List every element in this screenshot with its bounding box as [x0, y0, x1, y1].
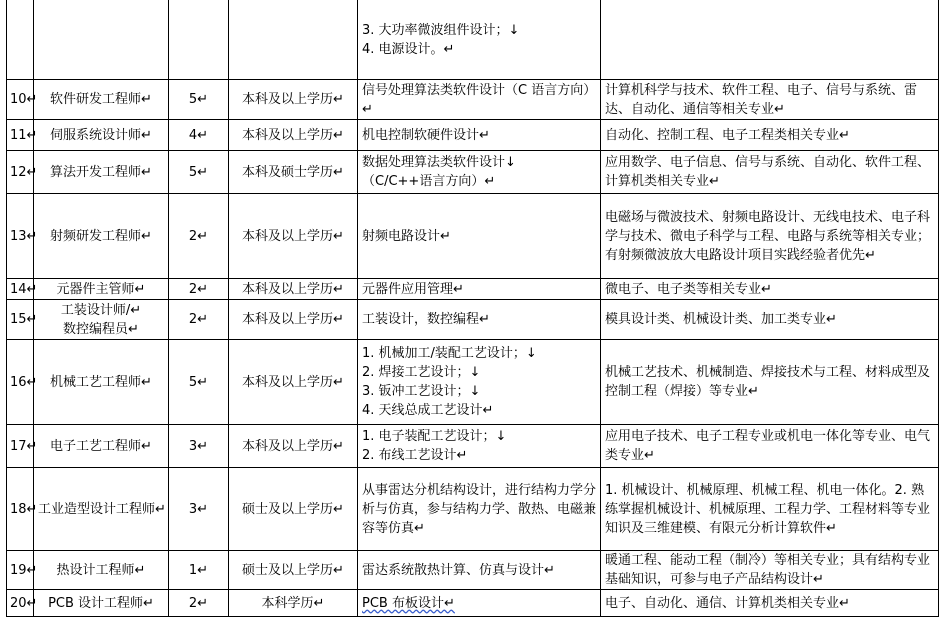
- headcount: 2↵: [169, 590, 229, 617]
- job-duties: [358, 194, 601, 279]
- table-row: [7, 279, 939, 300]
- major-requirement: 计算机科学与技术、软件工程、电子、信号与系统、雷达、自动化、通信等相关专业↵: [601, 80, 939, 120]
- major-requirement: 应用数学、电子信息、信号与系统、自动化、软件工程、计算机类相关专业↵: [601, 151, 939, 194]
- duty-line: 3. 钣冲工艺设计；↓: [362, 384, 481, 399]
- headcount: 2↵: [169, 279, 229, 300]
- row-number: 11↵: [7, 120, 34, 151]
- job-title-line: 工装设计师/↵: [60, 302, 142, 318]
- table-row: [7, 425, 939, 468]
- duty-line: PCB 布板设计↵: [362, 595, 455, 611]
- headcount: 3↵: [169, 425, 229, 468]
- job-title: [34, 590, 169, 617]
- row-number: 20↵: [7, 590, 34, 617]
- duty-line: 信号处理算法类软件设计（C 语言方向）↵: [362, 82, 590, 117]
- education-requirement: 硕士及以上学历↵: [229, 468, 358, 551]
- education-requirement: 本科及以上学历↵: [229, 425, 358, 468]
- job-title: [34, 468, 169, 551]
- job-duties: [358, 468, 601, 551]
- duty-line: （C/C++语言方向）↵: [362, 174, 496, 189]
- duty-line: 2. 布线工艺设计↵: [362, 448, 468, 463]
- job-title: [34, 425, 169, 468]
- job-title-line: 数控编程员↵: [63, 321, 139, 337]
- duty-line: 3. 大功率微波组件设计；↓: [362, 22, 520, 38]
- job-title-line: 射频研发工程师↵: [50, 228, 152, 244]
- table-row: [7, 80, 939, 120]
- table-row: [7, 468, 939, 551]
- table-row: [7, 590, 939, 617]
- duty-line: 从事雷达分机结构设计，进行结构力学分析与仿真，参与结构力学、散热、电磁兼容等仿真↵: [362, 482, 597, 536]
- major-requirement: 微电子、电子类等相关专业↵: [601, 279, 939, 300]
- education-requirement: 本科及以上学历↵: [229, 300, 358, 340]
- education-requirement: 本科及以上学历↵: [229, 80, 358, 120]
- table-row: [7, 194, 939, 279]
- headcount: 5↵: [169, 340, 229, 425]
- education-requirement: 本科学历↵: [229, 590, 358, 617]
- table-row: [7, 340, 939, 425]
- education-requirement: 本科及以上学历↵: [229, 340, 358, 425]
- job-title: [34, 279, 169, 300]
- job-duties: [358, 80, 601, 120]
- row-number: 16↵: [7, 340, 34, 425]
- duty-line: 1. 机械加工/装配工艺设计；↓: [362, 346, 537, 361]
- row-number: 13↵: [7, 194, 34, 279]
- major-requirement: 电子、自动化、通信、计算机类相关专业↵: [601, 590, 939, 617]
- major-requirement: [601, 0, 939, 80]
- major-requirement: 暖通工程、能动工程（制冷）等相关专业；具有结构专业基础知识，可参与电子产品结构设计↵: [601, 551, 939, 590]
- table-row: [7, 551, 939, 590]
- table-row: [7, 151, 939, 194]
- education-requirement: 本科及以上学历↵: [229, 194, 358, 279]
- job-title: [34, 80, 169, 120]
- major-requirement: 模具设计类、机械设计类、加工类专业↵: [601, 300, 939, 340]
- duty-line: 机电控制软硬件设计↵: [362, 127, 490, 143]
- job-duties: [358, 120, 601, 151]
- job-title-line: 伺服系统设计师↵: [50, 127, 152, 143]
- major-requirement: 机械工艺技术、机械制造、焊接技术与工程、材料成型及控制工程（焊接）等专业↵: [601, 340, 939, 425]
- row-number: 18↵: [7, 468, 34, 551]
- job-title-line: 算法开发工程师↵: [50, 164, 152, 180]
- education-requirement: 本科及以上学历↵: [229, 279, 358, 300]
- duty-line: 4. 电源设计。↵: [362, 41, 455, 57]
- headcount: 3↵: [169, 468, 229, 551]
- job-title-line: 软件研发工程师↵: [50, 92, 152, 107]
- duty-line: 2. 焊接工艺设计；↓: [362, 365, 481, 380]
- job-title-line: 热设计工程师↵: [56, 562, 146, 578]
- headcount: [169, 0, 229, 80]
- job-title-line: PCB 设计工程师↵: [48, 595, 154, 611]
- row-number: [7, 0, 34, 80]
- major-requirement: 应用电子技术、电子工程专业或机电一体化等专业、电气类专业↵: [601, 425, 939, 468]
- education-requirement: 本科及以上学历↵: [229, 120, 358, 151]
- row-number: 14↵: [7, 279, 34, 300]
- job-duties: [358, 279, 601, 300]
- headcount: 4↵: [169, 120, 229, 151]
- job-duties: [358, 551, 601, 590]
- duty-line: 数据处理算法类软件设计↓: [362, 155, 516, 170]
- job-title-line: 电子工艺工程师↵: [50, 438, 152, 454]
- job-duties: [358, 425, 601, 468]
- table-body: [7, 0, 939, 617]
- duty-line: 雷达系统散热计算、仿真与设计↵: [362, 562, 555, 578]
- major-requirement: 电磁场与微波技术、射频电路设计、无线电技术、电子科学与技术、微电子科学与工程、电路与系统等相关专业；有射频微波放大电路设计项目实践经验者优先↵: [601, 194, 939, 279]
- job-title: [34, 151, 169, 194]
- job-duties: [358, 0, 601, 80]
- job-title: [34, 0, 169, 80]
- job-title: [34, 120, 169, 151]
- headcount: 5↵: [169, 151, 229, 194]
- job-duties: [358, 151, 601, 194]
- headcount: 5↵: [169, 80, 229, 120]
- job-duties: [358, 590, 601, 617]
- headcount: 2↵: [169, 300, 229, 340]
- education-requirement: [229, 0, 358, 80]
- table-row: [7, 300, 939, 340]
- job-title-line: 工业造型设计工程师↵: [38, 501, 166, 517]
- row-number: 10↵: [7, 80, 34, 120]
- job-duties: [358, 300, 601, 340]
- duty-line: 射频电路设计↵: [362, 228, 451, 244]
- duty-line: 1. 电子装配工艺设计；↓: [362, 429, 507, 444]
- table-row: [7, 0, 939, 80]
- row-number: 19↵: [7, 551, 34, 590]
- job-duties: [358, 340, 601, 425]
- job-title: [34, 340, 169, 425]
- major-requirement: 1. 机械设计、机械原理、机械工程、机电一体化。2. 熟练掌握机械设计、机械原理、工程力学、工程材料等专业知识及三维建模、有限元分析计算软件↵: [601, 468, 939, 551]
- row-number: 17↵: [7, 425, 34, 468]
- major-requirement: 自动化、控制工程、电子工程类相关专业↵: [601, 120, 939, 151]
- duty-line: 元器件应用管理↵: [362, 281, 464, 297]
- education-requirement: 硕士及以上学历↵: [229, 551, 358, 590]
- job-title-line: 机械工艺工程师↵: [50, 374, 152, 390]
- education-requirement: 本科及硕士学历↵: [229, 151, 358, 194]
- job-title: [34, 300, 169, 340]
- recruitment-table: [6, 0, 939, 617]
- job-title: [34, 551, 169, 590]
- headcount: 2↵: [169, 194, 229, 279]
- row-number: 12↵: [7, 151, 34, 194]
- duty-line: 工装设计，数控编程↵: [362, 312, 490, 327]
- job-title: [34, 194, 169, 279]
- duty-line: 4. 天线总成工艺设计↵: [362, 403, 494, 418]
- table-row: [7, 120, 939, 151]
- headcount: 1↵: [169, 551, 229, 590]
- row-number: 15↵: [7, 300, 34, 340]
- job-title-line: 元器件主管师↵: [56, 281, 146, 297]
